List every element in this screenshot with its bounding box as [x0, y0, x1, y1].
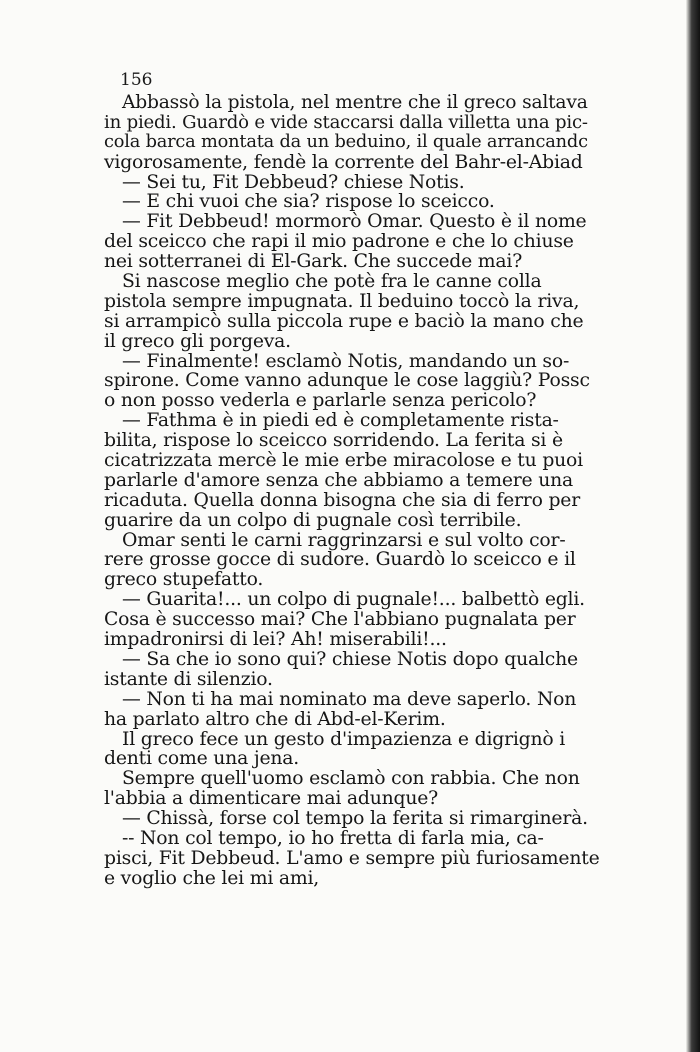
text-line: parlarle d'amore senza che abbiamo a temere una	[104, 469, 573, 491]
text-line: del sceicco che rapi il mio padrone e che lo chiuse	[104, 231, 574, 253]
text-line: Si nascose meglio che potè fra le canne colla	[122, 271, 542, 293]
text-line: guarire da un colpo di pugnale così terribile.	[104, 509, 522, 531]
text-line: e voglio che lei mi ami,	[104, 867, 320, 889]
text-line: — Finalmente! esclamò Notis, mandando un so-	[122, 350, 570, 372]
text-line: nei sotterranei di El-Gark. Che succede mai?	[104, 251, 523, 273]
text-line: — Non ti ha mai nominato ma deve saperlo. Non	[122, 688, 577, 710]
text-line: pisci, Fit Debbeud. L'amo e sempre più furiosamente	[104, 847, 600, 869]
text-line: -- Non col tempo, io ho fretta di farla mia, ca-	[122, 827, 544, 849]
text-line: bilita, rispose lo sceicco sorridendo. La ferita si è	[104, 430, 563, 452]
text-line: greco stupefatto.	[104, 569, 264, 591]
text-line: Cosa è successo mai? Che l'abbiano pugnalata per	[104, 609, 576, 631]
text-line: ricaduta. Quella donna bisogna che sia di ferro per	[104, 489, 580, 511]
body-text	[104, 92, 600, 889]
text-line: — Guarita!... un colpo di pugnale!... balbettò egli.	[122, 589, 585, 611]
text-line: vigorosamente, fendè la corrente del Bahr-el-Abiad	[104, 151, 583, 173]
text-line: cicatrizzata mercè le mie erbe miracolose e tu puoi	[104, 450, 583, 472]
text-line: pistola sempre impugnata. Il beduino toccò la riva,	[104, 290, 580, 312]
text-line: impadronirsi di lei? Ah! miserabili!...	[104, 629, 447, 651]
text-line: l'abbia a dimenticare mai adunque?	[104, 788, 439, 810]
text-line: — Sa che io sono qui? chiese Notis dopo qualche	[122, 648, 578, 670]
text-line: spirone. Come vanno adunque le cose laggiù? Possc	[104, 370, 590, 392]
text-line: Omar senti le carni raggrinzarsi e sul volto cor-	[122, 529, 566, 551]
text-line: — Fathma è in piedi ed è completamente rista-	[122, 410, 559, 432]
text-line: in piedi. Guardò e vide staccarsi dalla villetta una pic-	[104, 111, 588, 133]
text-line: Il greco fece un gesto d'impazienza e digrignò i	[122, 728, 566, 750]
page-spine-edge	[686, 0, 700, 1052]
text-line: istante di silenzio.	[104, 668, 273, 690]
text-line: si arrampicò sulla piccola rupe e baciò la mano che	[104, 310, 584, 332]
text-line: — E chi vuoi che sia? rispose lo sceicco.	[122, 191, 495, 213]
text-line: il greco gli porgeva.	[104, 330, 291, 352]
text-line: cola barca montata da un beduino, il quale arrancandc	[104, 131, 588, 152]
text-line: — Sei tu, Fit Debbeud? chiese Notis.	[122, 171, 465, 193]
text-line: Sempre quell'uomo esclamò con rabbia. Che non	[122, 768, 580, 790]
text-line: — Chissà, forse col tempo la ferita si rimarginerà.	[122, 808, 588, 830]
page-number: 156	[120, 70, 153, 90]
text-line: denti come una jena.	[104, 748, 300, 770]
text-line: rere grosse gocce di sudore. Guardò lo sceicco e il	[104, 549, 576, 571]
text-line: ha parlato altro che di Abd-el-Kerim.	[104, 708, 446, 730]
text-line: o non posso vederla e parlarle senza pericolo?	[104, 390, 537, 412]
text-line: Abbassò la pistola, nel mentre che il greco saltava	[122, 92, 588, 113]
text-line: — Fit Debbeud! mormorò Omar. Questo è il nome	[122, 211, 587, 233]
